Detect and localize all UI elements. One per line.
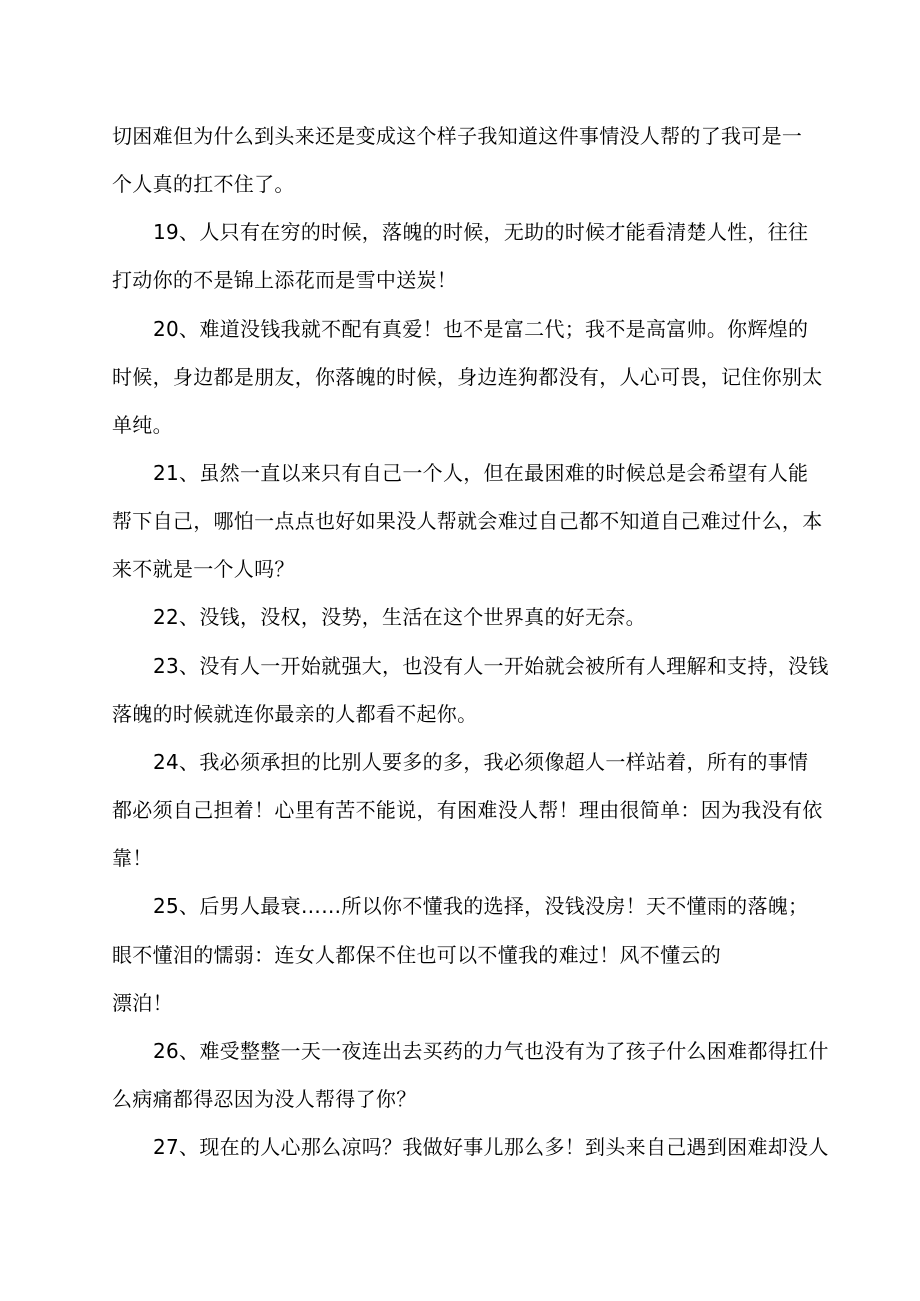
paragraph-26-line-1: 26、难受整整一天一夜连出去买药的力气也没有为了孩子什么困难都得扛什 [153,1039,829,1063]
paragraph-19-line-2: 打动你的不是锦上添花而是雪中送炭！ [112,268,458,292]
paragraph-19-line-1: 19、人只有在穷的时候，落魄的时候，无助的时候才能看清楚人性，往往 [153,220,809,244]
paragraph-22-line-1: 22、没钱，没权，没势，生活在这个世界真的好无奈。 [153,605,646,629]
paragraph-27-line-1: 27、现在的人心那么凉吗？我做好事儿那么多！到头来自己遇到困难却没人 [153,1135,829,1159]
paragraph-21-line-3: 来不就是一个人吗？ [112,557,295,581]
paragraph-26-line-2: 么病痛都得忍因为没人帮得了你？ [112,1087,417,1111]
paragraph-25-line-2: 眼不懂泪的懦弱：连女人都保不住也可以不懂我的难过！风不懂云的 [112,943,721,967]
paragraph-1-line-1: 切困难但为什么到头来还是变成这个样子我知道这件事情没人帮的了我可是一 [112,124,803,148]
paragraph-25-line-3: 漂泊！ [112,991,173,1015]
paragraph-20-line-2: 时候，身边都是朋友，你落魄的时候，身边连狗都没有，人心可畏，记住你别太 [112,365,823,389]
paragraph-24-line-3: 靠！ [112,846,153,870]
paragraph-20-line-3: 单纯。 [112,413,173,437]
paragraph-23-line-1: 23、没有人一开始就强大，也没有人一开始就会被所有人理解和支持，没钱 [153,654,829,678]
paragraph-1-line-2: 个人真的扛不住了。 [112,172,295,196]
paragraph-24-line-1: 24、我必须承担的比别人要多的多，我必须像超人一样站着，所有的事情 [153,750,809,774]
paragraph-23-line-2: 落魄的时候就连你最亲的人都看不起你。 [112,702,478,726]
paragraph-24-line-2: 都必须自己担着！心里有苦不能说，有困难没人帮！理由很简单：因为我没有依 [112,798,823,822]
paragraph-25-line-1: 25、后男人最衰……所以你不懂我的选择，没钱没房！天不懂雨的落魄； [153,894,809,918]
paragraph-21-line-1: 21、虽然一直以来只有自己一个人，但在最困难的时候总是会希望有人能 [153,461,809,485]
paragraph-20-line-1: 20、难道没钱我就不配有真爱！也不是富二代；我不是高富帅。你辉煌的 [153,317,809,341]
paragraph-21-line-2: 帮下自己，哪怕一点点也好如果没人帮就会难过自己都不知道自己难过什么，本 [112,509,823,533]
